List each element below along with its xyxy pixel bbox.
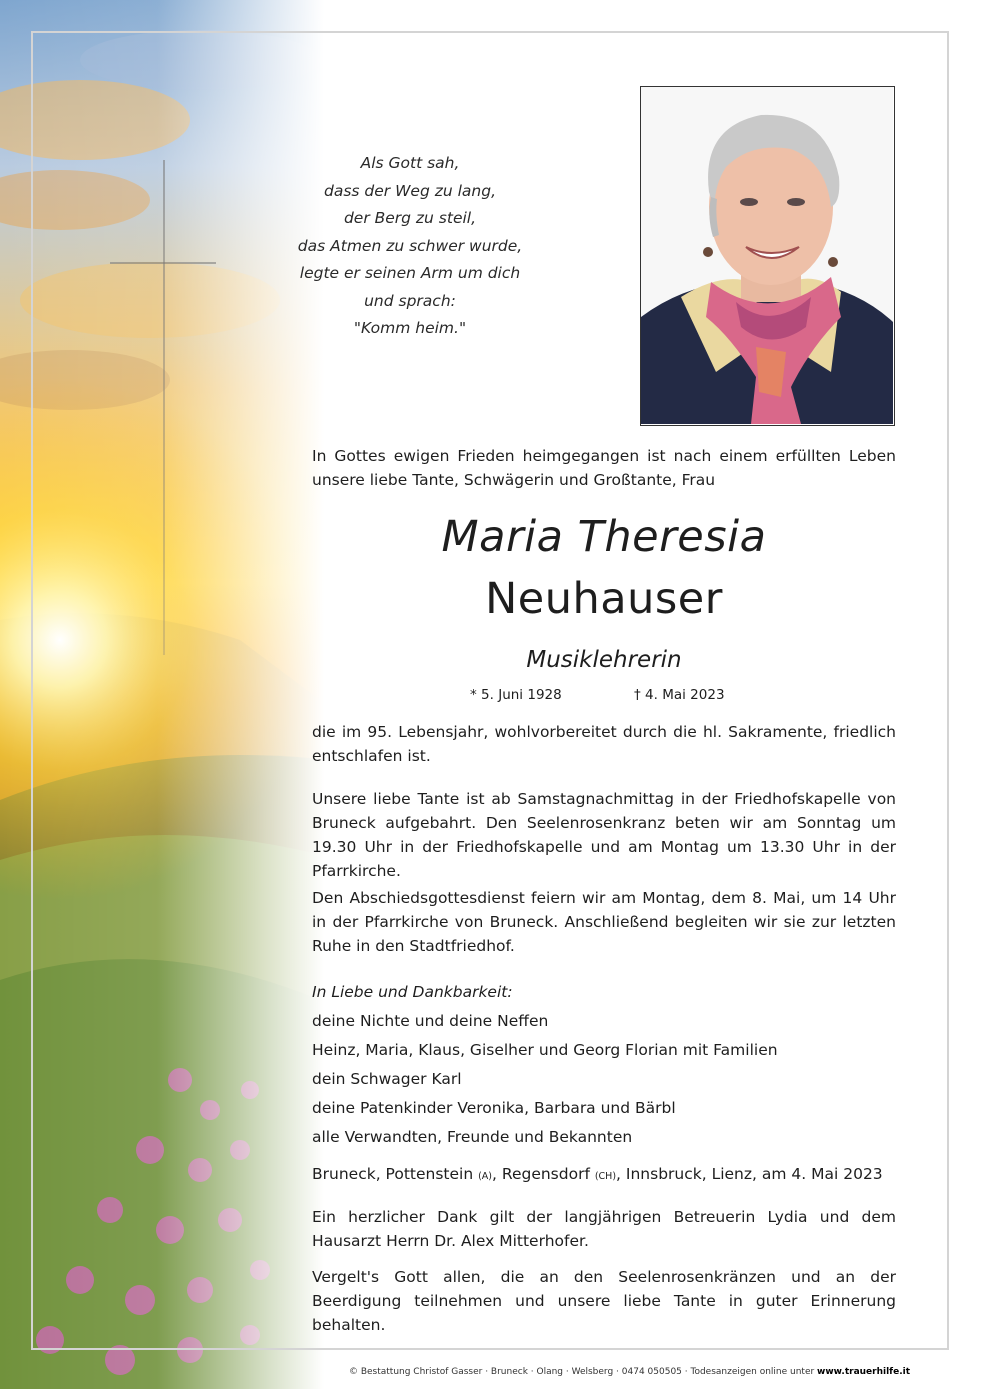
place-and-date [312,1162,896,1189]
mourner-line: Heinz, Maria, Klaus, Giselher und Georg Florian mit Familien [312,1041,778,1059]
place-part: , Innsbruck, Lienz, am 4. Mai 2023 [616,1165,883,1183]
age-paragraph: die im 95. Lebensjahr, wohlvorbereitet durch die hl. Sakramente, friedlich entschlafen ist. [312,723,896,765]
viewing-paragraph: Unsere liebe Tante ist ab Samstagnachmittag in der Friedhofskapelle von Bruneck aufgebahrt. Den Seelenrosenkranz beten wir am Sonntag um 19.30 Uhr in der Friedhofskapelle und am Montag um 13.30 Uhr in der Pfarrkirche. [312,790,896,880]
mourners-heading: In Liebe und Dankbarkeit: [312,983,513,1001]
deceased-profession: Musiklehrerin [526,647,682,673]
portrait-photo [640,86,895,426]
cross-icon [163,160,165,655]
mourner-line: alle Verwandten, Freunde und Bekannten [312,1128,633,1146]
place-part: , Regensdorf [492,1165,595,1183]
place-part: Bruneck, Pottenstein [312,1165,479,1183]
closing-paragraph: Vergelt's Gott allen, die an den Seelenrosenkränzen und an der Beerdigung teilnehmen und unsere liebe Tante in guter Erinnerung behalten. [312,1268,896,1334]
funeral-paragraph: Den Abschiedsgottesdienst feiern wir am Montag, dem 8. Mai, um 14 Uhr in der Pfarrkirche von Bruneck. Anschließend begleiten wir sie zur letzten Ruhe in den Stadtfriedhof. [312,889,896,955]
deceased-first-names: Maria Theresia [441,512,767,562]
poem-line: Als Gott sah, [360,154,460,172]
footer-text: © Bestattung Christof Gasser · Bruneck · Olang · Welsberg · 0474 050505 · Todesanzeigen online unter [348,1367,818,1377]
footer-website-link[interactable]: www.trauerhilfe.it [817,1367,910,1377]
poem-line: der Berg zu steil, [343,209,477,227]
cross-icon-bar [110,262,216,264]
poem-line: das Atmen zu schwer wurde, [297,236,523,255]
thanks-paragraph: Ein herzlicher Dank gilt der langjährigen Betreuerin Lydia und dem Hausarzt Herrn Dr. Alex Mitterhofer. [312,1208,896,1250]
birth-date: * 5. Juni 1928 [470,687,562,703]
deceased-surname: Neuhauser [485,574,723,624]
poem [270,150,550,343]
footer [0,1366,982,1378]
mourner-line: dein Schwager Karl [312,1070,462,1088]
country-tag: (CH) [594,1171,617,1182]
poem-line: dass der Weg zu lang, [324,181,496,200]
poem-line: und sprach: [364,291,456,310]
death-date: † 4. Mai 2023 [634,687,725,703]
mourners-list [312,978,896,1152]
mourner-line: deine Patenkinder Veronika, Barbara und Bärbl [312,1099,676,1117]
poem-line: "Komm heim." [353,319,467,337]
country-tag: (A) [478,1171,493,1182]
poem-line: legte er seinen Arm um dich [299,264,521,282]
intro-text: In Gottes ewigen Frieden heimgegangen ist nach einem erfüllten Leben unsere liebe Tante, Schwägerin und Großtante, Frau [312,447,896,489]
mourner-line: deine Nichte und deine Neffen [312,1012,549,1030]
